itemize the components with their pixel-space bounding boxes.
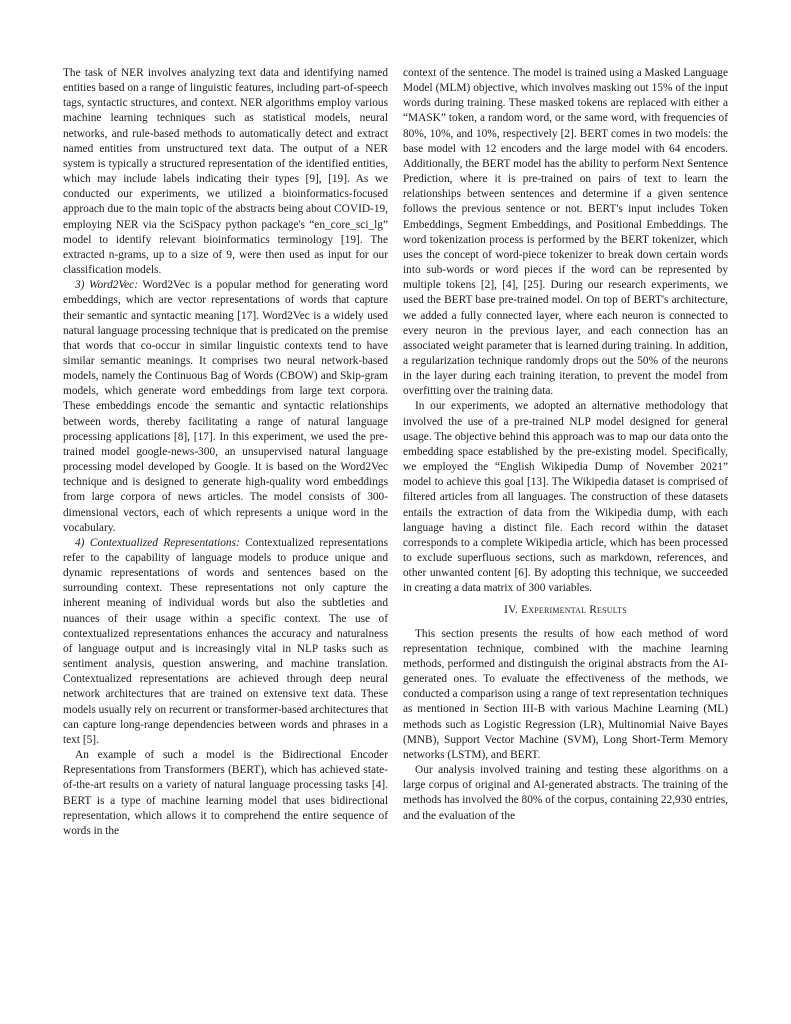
section-heading-experimental-results: IV. Experimental Results bbox=[504, 604, 627, 617]
word2vec-subheading: 3) Word2Vec: bbox=[75, 279, 138, 292]
contextualized-subheading: 4) Contextualized Representations: bbox=[75, 536, 240, 549]
bert-paragraph: An example of such a model is the Bidirectional Encoder Representations from Transformers (BERT), which has achieved state-of-the-art results on a variety of natural language processing tasks [4]. BERT is a type of machine learning model that uses bidirectional representation, which allows it to comprehend the entire sequence of words in the bbox=[63, 749, 388, 837]
analysis-paragraph: Our analysis involved training and testing these algorithms on a large corpus of original and AI-generated abstracts. The training of the methods has involved the 80% of the corpus, containing 22,930 entries, and the evaluation of the bbox=[403, 764, 728, 822]
ner-paragraph: The task of NER involves analyzing text data and identifying named entities based on a range of linguistic features, including part-of-speech tags, syntactic structures, and context. NER algorithms employ various machine learning techniques such as statistical models, neural networks, and rule-based methods to automatically detect and extract named entities from unstructured text data. The output of a NER system is typically a structured representation of the identified entities, which may include labels indicating their types [9], [19]. As we conducted our experiments, we utilized a bioinformatics-focused approach due to the main topic of the abstracts being about COVID-19, employing NER via the SciSpacy python package's “en_core_sci_lg” model to identify relevant bioinformatics terminology [19]. The extracted n-grams, up to a size of 9, were then used as input for our classification models. bbox=[63, 67, 388, 277]
word2vec-paragraph bbox=[63, 278, 388, 536]
contextualized-text: Contextualized representations refer to the capability of language models to produce unique and dynamic representations of words and sentences based on the surrounding context. These representations not only capture the inherent meaning of individual words but also the subtleties and nuances of their usage within a specific context. The use of contextualized representations enhances the accuracy and naturalness of language output and is increasingly vital in NLP tasks such as sentiment analysis, question answering, and machine translation. Contextualized representations are achieved through deep neural network architectures that are trained on extensive text data. These models usually rely on recurrent or transformer-based architectures that can capture long-range dependencies between words and phrases in a text [5]. bbox=[63, 536, 389, 746]
wikipedia-paragraph: In our experiments, we adopted an alternative methodology that involved the use of a pre-trained NLP model designed for general usage. The objective behind this approach was to map our data onto the embedding space established by the pre-existing model. Specifically, we employed the “English Wikipedia Dump of November 2021” model to achieve this goal [13]. The Wikipedia dataset is comprised of filtered articles from all languages. The construction of these datasets entails the extraction of data from the Wikipedia dump, with each language having a distinct file. Each record within the dataset corresponds to a complete Wikipedia article, which has been processed to exclude superfluous sections, such as markdown, references, and other unwanted content [6]. By adopting this technique, we succeeded in creating a data matrix of 300 variables. bbox=[403, 400, 728, 595]
results-paragraph: This section presents the results of how each method of word representation technique, combined with the machine learning methods, performed and distinguish the original abstracts from the AI-generated ones. To evaluate the effectiveness of the methods, we conducted a comparison using a range of text representation techniques as mentioned in Section III-B with various Machine Learning (ML) methods such as Logistic Regression (LR), Multinomial Naive Bayes (MNB), Support Vector Machine (SVM), Long Short-Term Memory networks (LSTM), and BERT. bbox=[403, 627, 728, 761]
left-column bbox=[63, 66, 388, 839]
contextualized-paragraph bbox=[63, 536, 388, 748]
word2vec-text: Word2Vec is a popular method for generating word embeddings, which are vector representations of words that capture their semantic and syntactic meaning [17]. Word2Vec is a widely used natural language processing technique that is predicated on the premise that words that co-occur in similar linguistic contexts tend to have similar semantic meanings. It comprises two neural network-based models, namely the Continuous Bag of Words (CBOW) and Skip-gram models, which generate word embeddings from large text corpora. These embeddings encode the semantic and syntactic relationships between words, thereby facilitating a range of natural language processing applications [8], [17]. In this experiment, we used the pre-trained model google-news-300, an unsupervised natural language processing model developed by Google. It is based on the Word2Vec technique and is designed to generate high-quality word embeddings from large corpora of news articles. The model consists of 300-dimensional vectors, each of which represents a unique word in the vocabulary. bbox=[63, 279, 388, 534]
right-column bbox=[403, 66, 728, 824]
bert-continuation-paragraph: context of the sentence. The model is trained using a Masked Language Model (MLM) objective, which involves masking out 15% of the input words during training. These masked tokens are replaced with either a “MASK” token, a random word, or the same word, with frequencies of 80%, 10%, and 10%, respectively [2]. BERT comes in two models: the base model with 12 encoders and the large model with 64 encoders. Additionally, the BERT model has the ability to perform Next Sentence Prediction, where it is pre-trained on pairs of text to learn the relationships between sentences and determine if a given sentence follows the previous sentence or not. BERT's input includes Token Embeddings, Segment Embeddings, and Positional Embeddings. The word tokenization process is performed by the BERT tokenizer, which uses the concept of word-piece tokenizer to break down certain words into sub-words or word pieces if the word can be represented by multiple tokens [2], [4], [25]. During our research experiments, we used the BERT base pre-trained model. On top of BERT's architecture, we added a fully connected layer, where each neuron is connected to every neuron in the previous layer, and each connection has an associated weight parameter that is learned during training. In addition, a regularization technique randomly drops out the 50% of the neurons in the layer during each training iteration, to prevent the model from overfitting over the training data. bbox=[403, 67, 728, 398]
